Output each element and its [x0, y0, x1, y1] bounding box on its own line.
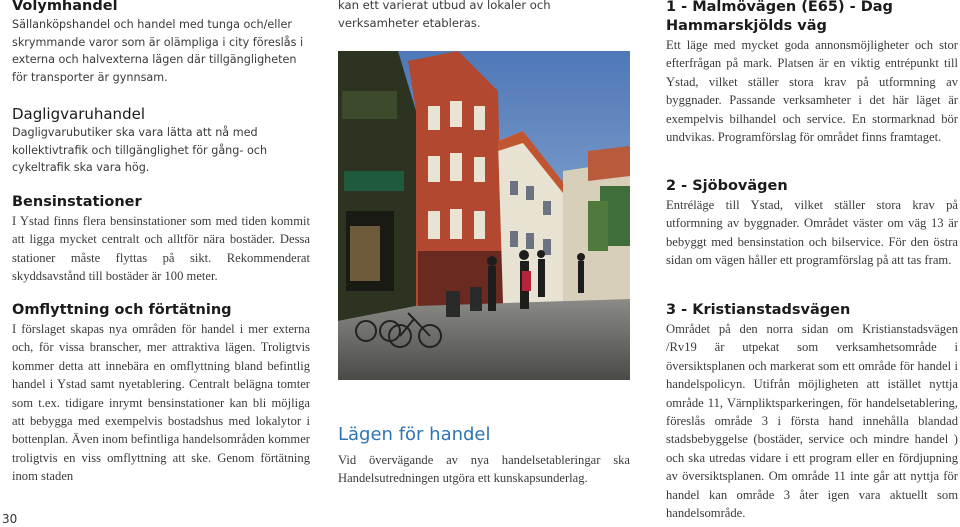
heading-sjobovagen: 2 - Sjöbovägen	[666, 178, 788, 194]
street-scene-photo	[338, 51, 630, 380]
text-bensinstationer: I Ystad finns flera bensinstationer som med tiden kommit att ligga mycket centralt och alltför nära bostäder. Dessa stationer måste flyttas på sikt. Rekommenderat skyddsavstånd till bostäder är 100 meter.	[12, 214, 310, 284]
text-malmovagen: Ett läge med mycket goda annonsmöjligheter och stor efterfrågan på mark. Platsen är en viktig entrépunkt till Ystad, vilket ställer stora krav på utformning av byggnader. Passande verksamheter i det här läget är exempelvis bilhandel och service. En stormarknad bör undvikas. Programförslag för området finns framtaget.	[666, 38, 958, 145]
section-lagen	[338, 424, 630, 488]
heading-volymhandel: Volymhandel	[12, 0, 118, 14]
text-sjobovagen: Entréläge till Ystad, vilket ställer stora krav på utformning av byggnader. Området väster om väg 13 är bebyggt med bensinstation och bilservice. För den östra sidan om vägen håller ett programförslag på att tas fram.	[666, 198, 958, 268]
section-sjobovagen	[666, 177, 958, 270]
heading-dagligvaruhandel: Dagligvaruhandel	[12, 105, 145, 123]
section-kristianstadsvagen	[666, 301, 958, 522]
heading-kristianstadsvagen: 3 - Kristianstadsvägen	[666, 302, 851, 318]
text-kristianstadsvagen: Området på den norra sidan om Kristianstadsvägen /Rv19 är utpekat som verksamhetsområde i översiktsplanen och markerat som ett område för handel i handelspolicyn. Utifrån möjligheten att istället nyttja område 11, Värnpliktsparkeringen, för handelsetablering, föreslås område 3 i första hand innehålla blandad stadsbebyggelse (bostäder, service och mindre handel ) och ska utredas vidare i ett program eller en fördjupning av översiktsplanen. Om område 11 inte går att nyttja för handel kan område 3 åter igen vara aktuellt som handelsområde.	[666, 322, 958, 521]
text-omflyttning: I förslaget skapas nya områden för handel i mer externa och, för vissa branscher, mer attraktiva lägen. Troligtvis kommer detta att innebära en omflyttning bland befintlig handel i Ystad samt nyetablering. Centralt belägna tomter som t.ex. tidigare inrymt bensinstationer kan bli möjliga att bebygga med exempelvis bostadshus med lokalytor i bottenplan. Även inom befintliga handelsområden kommer troligtvis en viss omflyttning att ske. Genom förtätning inom staden	[12, 322, 310, 484]
heading-lagen: Lägen för handel	[338, 424, 491, 445]
section-bensinstationer	[12, 193, 310, 286]
section-malmovagen	[666, 0, 958, 146]
section-omflyttning	[12, 301, 310, 486]
text-continuation: kan ett varierat utbud av lokaler och verksamheter etableras.	[338, 0, 551, 30]
page-number: 30	[2, 512, 18, 526]
heading-malmovagen: 1 - Malmövägen (E65) - Dag Hammarskjölds väg	[666, 0, 893, 34]
text-dagligvaruhandel: Dagligvarubutiker ska vara lätta att nå med kollektivtrafik och tillgänglighet för gång- och cykeltrafik ska vara hög.	[12, 126, 268, 175]
heading-omflyttning: Omflyttning och förtätning	[12, 302, 232, 318]
section-volymhandel	[12, 0, 310, 86]
text-lagen: Vid övervägande av nya handelsetableringar ska Handelsutredningen utgöra ett kunskapsunderlag.	[338, 453, 630, 486]
street-photo-illustration	[338, 51, 630, 380]
heading-bensinstationer: Bensinstationer	[12, 194, 142, 210]
text-volymhandel: Sällanköpshandel och handel med tunga och/eller skrymmande varor som är olämpliga i city föreslås i externa och halvexterna lägen där tillgängligheten för transporter är gynnsam.	[12, 18, 304, 84]
section-dagligvaruhandel	[12, 105, 310, 177]
section-continuation	[338, 0, 630, 32]
